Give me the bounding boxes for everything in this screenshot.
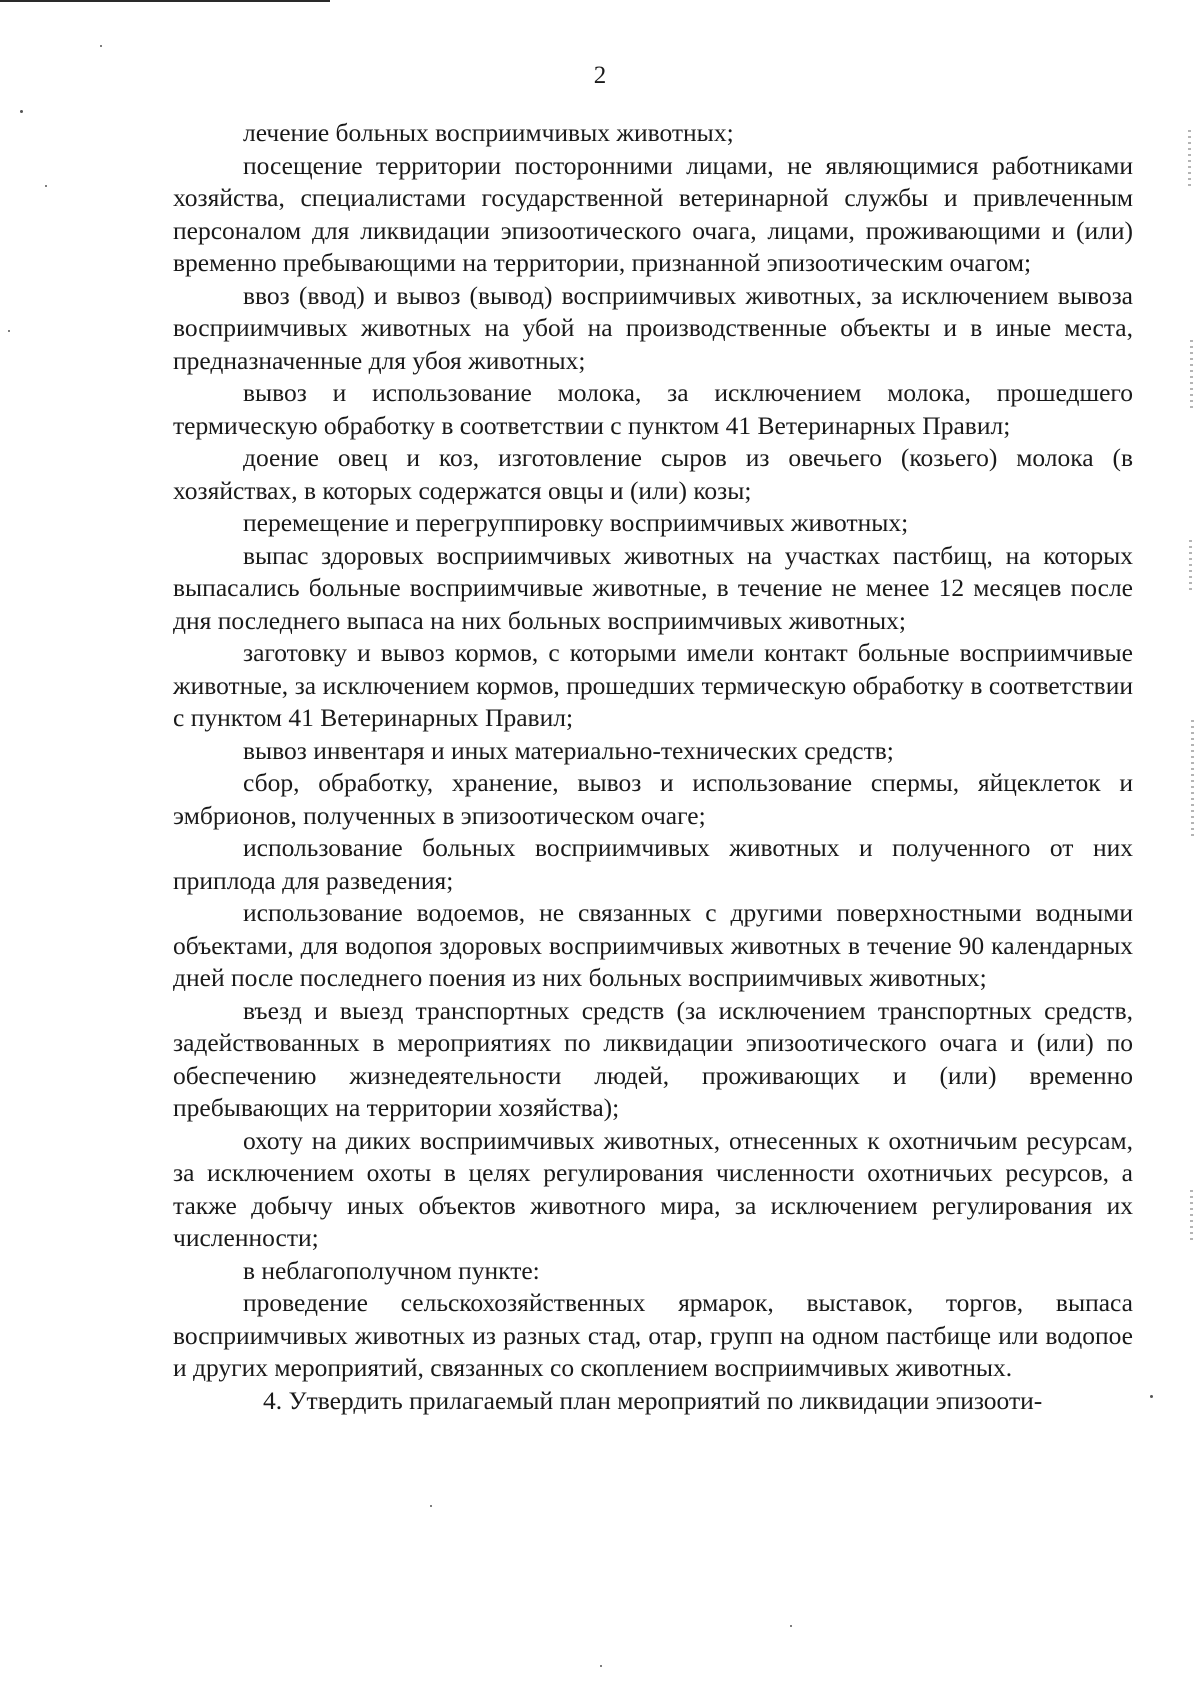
document-body <box>173 117 1133 1417</box>
numbered-paragraph: 4. Утвердить прилагаемый план мероприятий по ликвидации эпизооти- <box>263 1385 1043 1415</box>
paragraph: лечение больных восприимчивых животных; <box>243 118 734 147</box>
paragraph: заготовку и вывоз кормов, с которыми имели контакт больные восприимчивые животные, за исключением кормов, прошедших термическую обработку в соответствии с пунктом 41 Ветеринарных Правил; <box>173 638 1133 732</box>
scan-speck <box>790 1625 792 1627</box>
scan-speck <box>8 330 10 332</box>
paragraph: выпас здоровых восприимчивых животных на участках пастбищ, на которых выпасались больные восприимчивые животные, в течение не менее 12 месяцев после дня последнего выпаса на них больных восприимчивых животных; <box>173 540 1133 635</box>
paragraph: сбор, обработку, хранение, вывоз и использование спермы, яйцеклеток и эмбрионов, полученных в эпизоотическом очаге; <box>173 768 1133 830</box>
scan-noise-right <box>1188 130 1191 190</box>
paragraph: проведение сельскохозяйственных ярмарок, выставок, торгов, выпаса восприимчивых животных из разных стад, отар, групп на одном пастбище или водопое и других мероприятий, связанных со скоплением восприимчивых животных. <box>173 1288 1133 1382</box>
paragraph: в неблагополучном пункте: <box>243 1255 540 1285</box>
paragraph: вывоз и использование молока, за исключением молока, прошедшего термическую обработку в соответствии с пунктом 41 Ветеринарных Правил; <box>173 378 1133 440</box>
scan-noise-right <box>1189 540 1192 590</box>
scan-speck <box>430 1505 432 1507</box>
scan-speck <box>45 185 47 187</box>
scan-edge-line <box>0 0 330 2</box>
paragraph: охоту на диких восприимчивых животных, отнесенных к охотничьим ресурсам, за исключением охоты в целях регулирования численности охотничьих ресурсов, а также добычу иных объектов животного мира, за исключением регулирования их численности; <box>173 1125 1133 1252</box>
paragraph: использование больных восприимчивых животных и полученного от них приплода для разведения; <box>173 833 1133 895</box>
paragraph: использование водоемов, не связанных с другими поверхностными водными объектами, для водопоя здоровых восприимчивых животных в течение 90 календарных дней после последнего поения из них больных восприимчивых животных; <box>173 898 1133 992</box>
scan-noise-right <box>1191 720 1194 840</box>
paragraph: вывоз инвентаря и иных материально-технических средств; <box>243 735 894 765</box>
paragraph: ввоз (ввод) и вывоз (вывод) восприимчивых животных, за исключением вывоза восприимчивых животных на убой на производственные объекты и в иные места, предназначенные для убоя животных; <box>173 280 1133 375</box>
scan-noise-right <box>1190 340 1193 410</box>
scan-noise-right <box>1190 1190 1193 1240</box>
paragraph: посещение территории посторонними лицами, не являющимися работниками хозяйства, специалистами государственной ветеринарной службы и привлеченным персоналом для ликвидации эпизоотического очага, лицами, проживающими и (или) временно пребывающими на территории, признанной эпизоотическим очагом; <box>173 150 1133 277</box>
scan-speck <box>1150 1395 1153 1398</box>
page-number: 2 <box>593 62 607 89</box>
scan-speck <box>100 45 102 47</box>
paragraph: въезд и выезд транспортных средств (за исключением транспортных средств, задействованных в мероприятиях по ликвидации эпизоотического очага и (или) по обеспечению жизнедеятельности людей, проживающих и (или) временно пребывающих на территории хозяйства); <box>173 995 1133 1122</box>
scan-speck <box>600 1665 602 1667</box>
paragraph: перемещение и перегруппировку восприимчивых животных; <box>243 508 909 537</box>
scan-speck <box>20 110 23 113</box>
paragraph: доение овец и коз, изготовление сыров из овечьего (козьего) молока (в хозяйствах, в которых содержатся овцы и (или) козы; <box>173 443 1133 505</box>
